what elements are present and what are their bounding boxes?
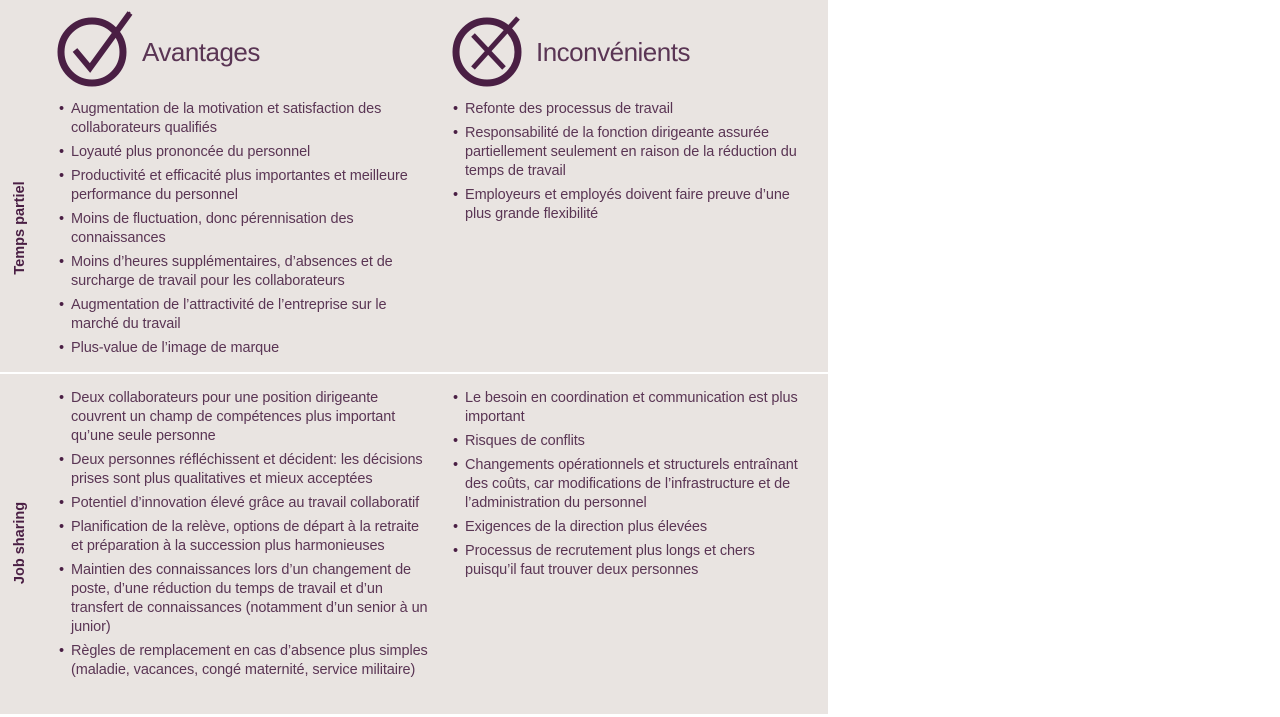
list-item: • Deux collaborateurs pour une position dirigeante couvrent un champ de compétences plus important qu’une seule personne bbox=[59, 389, 429, 446]
list-item: • Règles de remplacement en cas d’absence plus simples (maladie, vacances, congé maternité, service militaire) bbox=[59, 642, 429, 680]
list-item: • Potentiel d’innovation élevé grâce au travail collaboratif bbox=[59, 494, 429, 513]
list-item: • Planification de la relève, options de départ à la retraite et préparation à la succession plus harmonieuses bbox=[59, 518, 429, 556]
list-item: • Loyauté plus prononcée du personnel bbox=[59, 143, 429, 162]
disadvantages-header bbox=[452, 10, 782, 90]
list-item: • Employeurs et employés doivent faire preuve d’une plus grande flexibilité bbox=[453, 186, 801, 224]
list-item: • Augmentation de la motivation et satisfaction des collaborateurs qualifiés bbox=[59, 100, 429, 138]
row-divider bbox=[0, 372, 828, 374]
list-item: • Risques de conflits bbox=[453, 432, 805, 451]
check-circle-icon bbox=[57, 10, 137, 90]
list-item: • Responsabilité de la fonction dirigeante assurée partiellement seulement en raison de la réduction du temps de travail bbox=[453, 124, 801, 181]
list-item: • Productivité et efficacité plus importantes et meilleure performance du personnel bbox=[59, 167, 429, 205]
row-label-job-sharing: Job sharing bbox=[12, 501, 28, 585]
list-item: • Maintien des connaissances lors d’un changement de poste, d’une réduction du temps de travail et d’un transfert de connaissances (notamment d’un senior à un junior) bbox=[59, 561, 429, 637]
row-label-temps-partiel: Temps partiel bbox=[12, 181, 28, 275]
list-item: • Exigences de la direction plus élevées bbox=[453, 518, 805, 537]
list-item: • Changements opérationnels et structurels entraînant des coûts, car modifications de l’infrastructure et de l’administration du personnel bbox=[453, 456, 805, 513]
disadvantages-title: Inconvénients bbox=[536, 37, 690, 67]
job-sharing-advantages-list bbox=[59, 389, 429, 685]
list-item: • Augmentation de l’attractivité de l’entreprise sur le marché du travail bbox=[59, 296, 429, 334]
temps-partiel-advantages-list bbox=[59, 100, 429, 363]
list-item: • Moins de fluctuation, donc pérennisation des connaissances bbox=[59, 210, 429, 248]
job-sharing-disadvantages-list bbox=[453, 389, 805, 585]
list-item: • Deux personnes réfléchissent et décident: les décisions prises sont plus qualitatives et mieux acceptées bbox=[59, 451, 429, 489]
temps-partiel-disadvantages-list bbox=[453, 100, 801, 229]
list-item: • Moins d’heures supplémentaires, d’absences et de surcharge de travail pour les collaborateurs bbox=[59, 253, 429, 291]
x-circle-icon bbox=[452, 10, 532, 90]
list-item: • Processus de recrutement plus longs et chers puisqu’il faut trouver deux personnes bbox=[453, 542, 805, 580]
list-item: • Le besoin en coordination et communication est plus important bbox=[453, 389, 805, 427]
list-item: • Plus-value de l’image de marque bbox=[59, 339, 429, 358]
advantages-header bbox=[57, 10, 387, 90]
advantages-title: Avantages bbox=[142, 37, 260, 67]
list-item: • Refonte des processus de travail bbox=[453, 100, 801, 119]
